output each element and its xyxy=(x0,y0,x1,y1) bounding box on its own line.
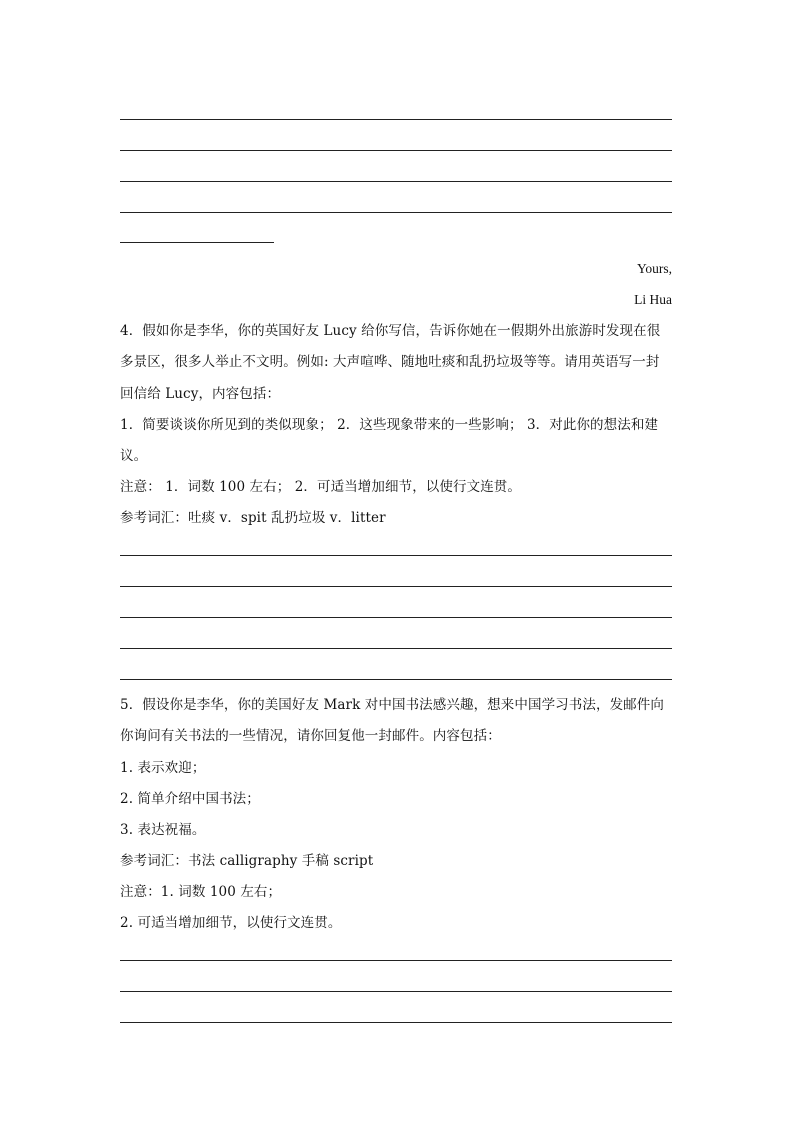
question-4-vocab: 参考词汇：吐痰 v．spit 乱扔垃圾 v．litter xyxy=(120,510,386,526)
answer-line xyxy=(120,181,672,182)
question-5-item: 2. 简单介绍中国书法； xyxy=(120,791,260,807)
answer-line xyxy=(120,1022,672,1023)
question-5-note: 注意：1. 词数 100 左右； xyxy=(120,884,282,900)
question-4-line: 4．假如你是李华，你的英国好友 Lucy 给你写信，告诉你她在一假期外出旅游时发现在很 xyxy=(120,323,661,339)
question-4-note: 注意： 1．词数 100 左右； 2．可适当增加细节，以使行文连贯。 xyxy=(120,479,522,495)
answer-line-short xyxy=(120,242,274,243)
closing-name: Li Hua xyxy=(634,292,672,307)
answer-line xyxy=(120,212,672,213)
question-4-line: 回信给 Lucy，内容包括： xyxy=(120,386,281,402)
answer-line xyxy=(120,119,672,120)
question-5-vocab: 参考词汇：书法 calligraphy 手稿 script xyxy=(120,853,374,869)
question-5-item: 3. 表达祝福。 xyxy=(120,822,206,838)
answer-line xyxy=(120,150,672,151)
question-4-line: 1．简要谈谈你所见到的类似现象； 2．这些现象带来的一些影响； 3．对此你的想法和建 xyxy=(120,417,659,433)
answer-line xyxy=(120,960,672,961)
question-4-line: 多景区，很多人举止不文明。例如: 大声喧哗、随地吐痰和乱扔垃圾等等。请用英语写一封 xyxy=(120,354,660,370)
closing-yours: Yours, xyxy=(636,261,672,276)
question-5-item: 1. 表示欢迎； xyxy=(120,760,206,776)
question-5-line: 你询问有关书法的一些情况，请你回复他一封邮件。内容包括： xyxy=(120,728,501,744)
question-5-note: 2. 可适当增加细节，以使行文连贯。 xyxy=(120,915,342,931)
answer-line xyxy=(120,617,672,618)
answer-line xyxy=(120,991,672,992)
question-5-line: 5．假设你是李华，你的美国好友 Mark 对中国书法感兴趣，想来中国学习书法，发邮件向 xyxy=(120,697,664,713)
answer-line xyxy=(120,648,672,649)
answer-line xyxy=(120,586,672,587)
question-4-line: 议。 xyxy=(120,448,148,464)
answer-line xyxy=(120,555,672,556)
answer-line xyxy=(120,679,672,680)
